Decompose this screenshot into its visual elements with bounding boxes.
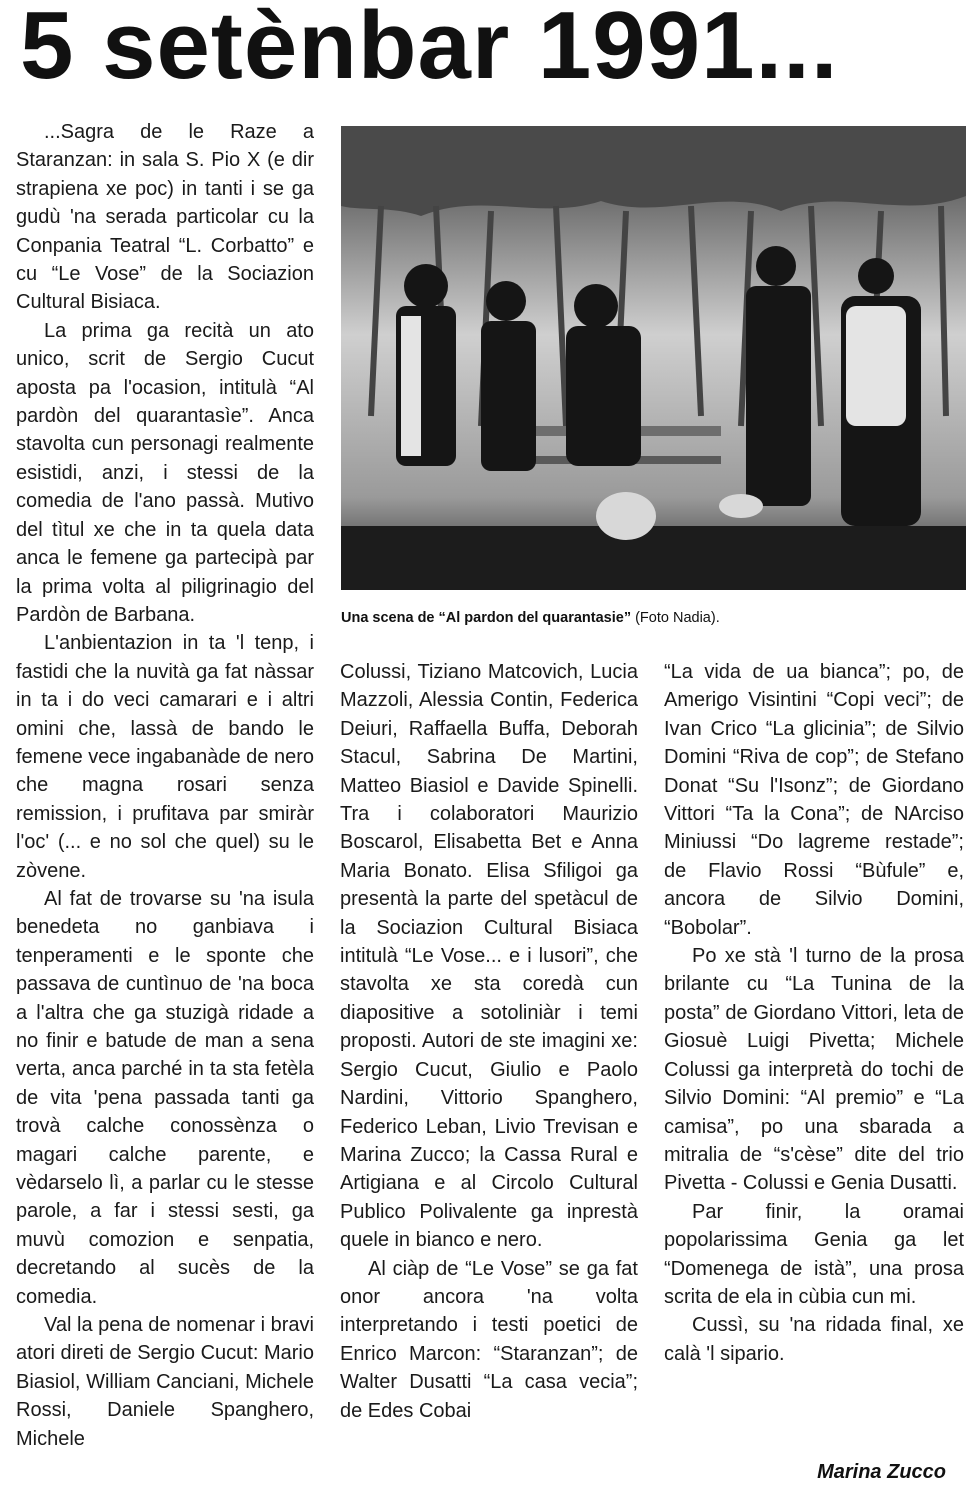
caption-title: Una scena de “Al pardon del quarantasie” [341,610,632,626]
paragraph: Colussi, Tiziano Matcovich, Lucia Mazzoli, Alessia Contin, Federica Deiuri, Raffaella Buffa, Deborah Stacul, Sabrina De Martini, Matteo Biasiol e Davide Spinelli. Tra i colaboratori Maurizio Boscarol, Elisabetta Bet e Anna Maria Bonato. Elisa Sfiligoi ga presentà la parte del spetàcul de la Sociazion Cultural Bisiaca intitulà “Le Vose... e i lusori”, che stavolta xe sta coredà cun diapositive a sotoliniàr i temi proposti. Autori de ste imagini xe: Sergio Cucut, Giulio e Paolo Nardini, Vittorio Spanghero, Federico Leban, Livio Trevisan e Marina Zucco; la Cassa Rural e Artigiana e al Circolo Cultural Publico Polivalente ga inprestà quele in bianco e nero. [340,661,638,1252]
paragraph: L'anbientazion in ta 'l tenp, i fastidi che la nuvità ga fat nàssar in ta i do veci camarari e i altri omini che, lassà de bando le femene vece ingabanàde de nero che magna rosari senza remission, i prufitava par smiràr l'oc' (... e no sol che quel) su le zòvene. [16,632,315,882]
paragraph: Al fat de trovarse su 'na isula benedeta no ganbiava i tenperamenti e le sponte che passava de cuntìnuo de 'na boca a l'altra che ga stuzigà ridade a no finir e batude de man a sena verta, anca parché in ta sta fetèla de vita 'pena passada tanti ga trovà calche conossènza o magari calche parente, e vèdarselo lì, a parlar cu le stesse parole, a far i stessi sesti, ga muvù comozion e senpatia, decretando al sucès de la comedia. [16,887,314,1308]
paragraph: Par finir, la oramai popolarissima Genia ga let “Domenega de istà”, una prosa scrita de ela in cùbia cun mi. [664,1200,964,1308]
caption-credit: (Foto Nadia). [631,610,720,626]
theatre-scene-photo [341,126,966,590]
paragraph: Po xe stà 'l turno de la prosa brilante cu “La Tunina de la posta” de Giordano Vittori, leta de Giosuè Luigi Pivetta; Michele Colussi ga interpretà do tochi de Silvio Domini: “Al premio” e “La camisa”, po una sbarada a mitralia de “s'cèse” dite del trio Pivetta - Colussi e Genia Dusatti. [664,945,964,1195]
paragraph: ...Sagra de le Raze a Staranzan: in sala S. Pio X (e dir strapiena xe poc) in tanti i se ga gudù 'na serada particolar cu la Conpania Teatral “L. Corbatto” e cu “Le Vose” de la Sociazion Cultural Bisiaca. [16,121,314,314]
paragraph: Cussì, su 'na ridada final, xe calà 'l sipario. [664,1314,964,1365]
paragraph: Al ciàp de “Le Vose” se ga fat onor ancora 'na volta interpretando i testi poetici de Enrico Marcon: “Staranzan”; de Walter Dusatti “La casa vecia”; de Edes Cobai [340,1257,638,1422]
paragraph: La prima ga recità un ato unico, scrit de Sergio Cucut aposta pa l'ocasion, intitulà “Al pardòn del quarantasìe”. Anca stavolta cun personagi realmente esistidi, anzi, i stessi de la comedia de l'ano passà. Mutivo del tìtul xe che in ta quela data anca le femene ga partecipà par la prima volta al piligrinagio del Pardòn de Barbana. [16,319,314,626]
author-byline: Marina Zucco [817,1461,946,1483]
article-headline: 5 setènbar 1991... [20,0,839,99]
text-column-3 [664,658,964,1368]
photo-caption [341,608,966,628]
paragraph: “La vida de ua bianca”; po, de Amerigo Visintini “Copi veci”; de Ivan Crico “La glicinia”; de Silvio Domini “Riva de cop”; de Stefano Donat “Su l'Isonz”; de Giordano Vittori “Ta la Cona”; de NArciso Miniussi “Do lagreme restade”; de Flavio Rossi “Bùfule” e, ancora de Silvio Domini, “Bobolar”. [664,661,964,939]
text-column-1 [16,118,314,1453]
paragraph: Val la pena de nomenar i bravi atori direti de Sergio Cucut: Mario Biasiol, William Canciani, Michele Rossi, Daniele Spanghero, Michele [16,1314,314,1450]
text-column-2 [340,658,638,1425]
